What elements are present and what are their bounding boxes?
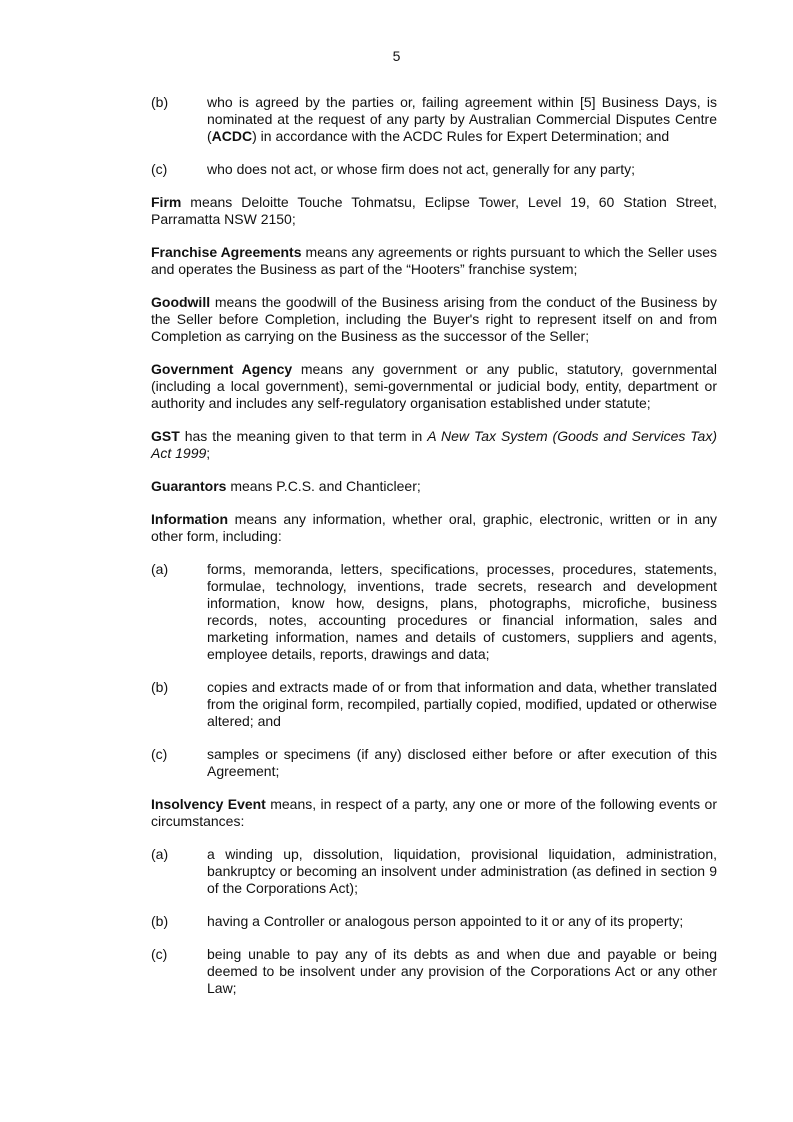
page-number: 5 [392, 48, 401, 64]
item-text [207, 94, 717, 145]
defined-term: Government Agency [151, 361, 293, 377]
item-text: forms, memoranda, letters, specifications, processes, procedures, statements, formulae, technology, inventions, trade secrets, research and development information, know how, designs, plans, photographs, microfiche, business records, notes, accounting procedures or financial information, sales and marketing information, names and details of customers, suppliers and agents, employee details, reports, drawings and data; [207, 561, 717, 662]
defined-term: Guarantors [151, 478, 227, 494]
item-text: copies and extracts made of or from that information and data, whether translated from the original form, recompiled, partially copied, modified, updated or otherwise altered; and [207, 679, 717, 729]
act-title: A New Tax System (Goods and Services Tax) Act 1999 [151, 428, 718, 461]
insolvency-item-b [151, 913, 717, 930]
defined-term: Franchise Agreements [151, 244, 302, 260]
expert-clause-item-c [151, 161, 717, 178]
item-text: who does not act, or whose firm does not act, generally for any party; [207, 161, 635, 177]
definition-information [151, 511, 717, 545]
information-item-c [151, 746, 717, 780]
item-text: samples or specimens (if any) disclosed either before or after execution of this Agreement; [207, 746, 717, 779]
definition-goodwill [151, 294, 717, 345]
defined-term: Information [151, 511, 228, 527]
text-segment: who is agreed by the parties or, failing agreement within [5] Business Days, is nominated at the request of any party by Australian Commercial Disputes Centre ( [207, 94, 717, 144]
item-label: (c) [151, 946, 168, 962]
definition-insolvency-event [151, 796, 717, 830]
defined-term: GST [151, 428, 180, 444]
item-label: (b) [151, 913, 169, 929]
definition-text: has the meaning given to that term in [179, 428, 428, 444]
item-label: (b) [151, 94, 169, 110]
definition-government-agency [151, 361, 717, 412]
definition-franchise-agreements [151, 244, 717, 278]
definition-guarantors [151, 478, 717, 495]
text-segment: ) in accordance with the ACDC Rules for Expert Determination; and [252, 128, 670, 144]
defined-term: Firm [151, 194, 182, 210]
item-text: a winding up, dissolution, liquidation, provisional liquidation, administration, bankruptcy or becoming an insolvent under administration (as defined in section 9 of the Corporations Act); [207, 846, 717, 896]
item-label: (b) [151, 679, 169, 695]
definition-firm [151, 194, 717, 228]
insolvency-item-c [151, 946, 717, 997]
definition-text: means any information, whether oral, graphic, electronic, written or in any other form, including: [151, 511, 717, 544]
item-text: having a Controller or analogous person appointed to it or any of its property; [207, 913, 684, 929]
definition-text: ; [206, 445, 211, 461]
definition-text: means any agreements or rights pursuant to which the Seller uses and operates the Business as part of the “Hooters” franchise system; [151, 244, 717, 277]
definition-text: means the goodwill of the Business arising from the conduct of the Business by the Seller before Completion, including the Buyer's right to represent itself on and from Completion as carrying on the Business as the successor of the Seller; [151, 294, 717, 344]
item-label: (a) [151, 846, 169, 862]
item-label: (c) [151, 161, 168, 177]
information-item-a [151, 561, 717, 663]
definition-text: means Deloitte Touche Tohmatsu, Eclipse Tower, Level 19, 60 Station Street, Parramatta NSW 2150; [151, 194, 717, 227]
definition-gst [151, 428, 717, 462]
definition-text: means any government or any public, statutory, governmental (including a local government), semi-governmental or judicial body, entity, department or authority and includes any self-regulatory organisation established under statute; [151, 361, 718, 411]
information-item-b [151, 679, 717, 730]
item-label: (c) [151, 746, 168, 762]
document-body [151, 94, 717, 1013]
item-label: (a) [151, 561, 169, 577]
defined-term: ACDC [211, 128, 253, 144]
defined-term: Insolvency Event [151, 796, 266, 812]
insolvency-item-a [151, 846, 717, 897]
definition-text: means P.C.S. and Chanticleer; [226, 478, 421, 494]
defined-term: Goodwill [151, 294, 211, 310]
definition-text: means, in respect of a party, any one or more of the following events or circumstances: [151, 796, 717, 829]
expert-clause-item-b [151, 94, 717, 145]
item-text: being unable to pay any of its debts as and when due and payable or being deemed to be insolvent under any provision of the Corporations Act or any other Law; [207, 946, 717, 996]
